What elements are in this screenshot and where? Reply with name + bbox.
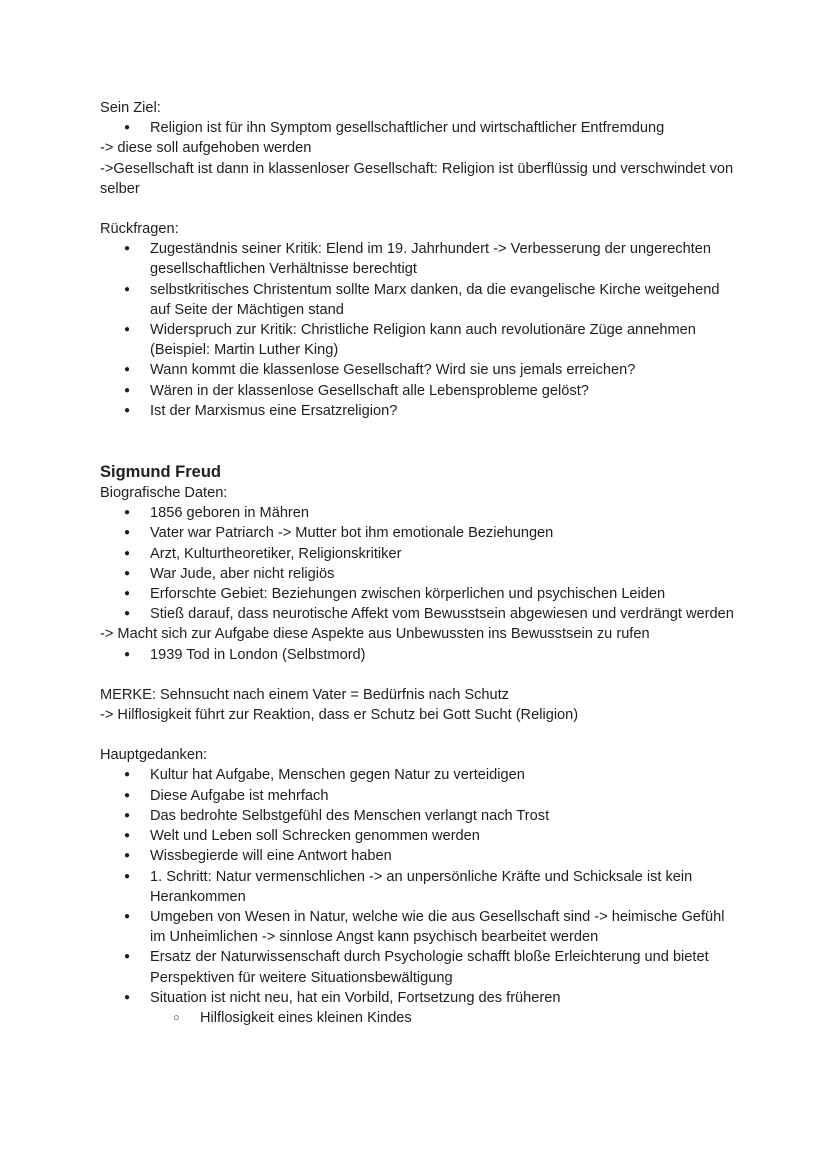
haupt-list <box>100 765 740 1028</box>
list-item: ● Kultur hat Aufgabe, Menschen gegen Natur zu verteidigen <box>100 765 740 785</box>
merke-line: MERKE: Sehnsucht nach einem Vater = Bedürfnis nach Schutz <box>100 686 509 703</box>
list-item: ● Situation ist nicht neu, hat ein Vorbild, Fortsetzung des früheren <box>100 988 740 1008</box>
list-item: ● Stieß darauf, dass neurotische Affekt vom Bewusstsein abgewiesen und verdrängt werden <box>100 604 740 624</box>
list-item: ● Umgeben von Wesen in Natur, welche wie die aus Gesellschaft sind -> heimische Gefühl im Unheimlichen -> sinnlose Angst kann psychisch bearbeitet werden <box>100 907 740 947</box>
ziel-line: ->Gesellschaft ist dann in klassenloser Gesellschaft: Religion ist überflüssig und verschwindet von selber <box>100 160 734 197</box>
list-item: ● Religion ist für ihn Symptom gesellschaftlicher und wirtschaftlicher Entfremdung <box>100 118 740 138</box>
list-item: ● 1939 Tod in London (Selbstmord) <box>100 645 740 665</box>
ziel-line: -> diese soll aufgehoben werden <box>100 140 312 157</box>
sub-list-item: ○ Hilflosigkeit eines kleinen Kindes <box>100 1008 740 1028</box>
list-item: ● Wann kommt die klassenlose Gesellschaft? Wird sie uns jemals erreichen? <box>100 360 740 380</box>
list-item: ● Wären in der klassenlose Gesellschaft alle Lebensprobleme gelöst? <box>100 381 740 401</box>
list-item: ● Vater war Patriarch -> Mutter bot ihm emotionale Beziehungen <box>100 523 740 543</box>
bio-list <box>100 503 740 624</box>
list-item: ● Ersatz der Naturwissenschaft durch Psychologie schafft bloße Erleichterung und bietet Perspektiven für weitere Situationsbewältigung <box>100 947 740 987</box>
list-item: ● Das bedrohte Selbstgefühl des Menschen verlangt nach Trost <box>100 806 740 826</box>
section-heading: Sigmund Freud <box>100 463 221 482</box>
haupt-label: Hauptgedanken: <box>100 747 208 764</box>
list-item: ● 1. Schritt: Natur vermenschlichen -> an unpersönliche Kräfte und Schicksale ist kein Herankommen <box>100 867 740 907</box>
list-item: ● Widerspruch zur Kritik: Christliche Religion kann auch revolutionäre Züge annehmen (Beispiel: Martin Luther King) <box>100 320 740 360</box>
rueckfragen-label: Rückfragen: <box>100 221 179 238</box>
list-item: ● selbstkritisches Christentum sollte Marx danken, da die evangelische Kirche weitgehend auf Seite der Mächtigen stand <box>100 280 740 320</box>
list-item: ● Ist der Marxismus eine Ersatzreligion? <box>100 401 740 421</box>
ziel-label: Sein Ziel: <box>100 100 161 116</box>
rueckfragen-list <box>100 239 740 421</box>
bio-label: Biografische Daten: <box>100 485 228 502</box>
death-list <box>100 645 740 665</box>
merke-line: -> Hilflosigkeit führt zur Reaktion, dass er Schutz bei Gott Sucht (Religion) <box>100 707 579 724</box>
list-item: ● Arzt, Kulturtheoretiker, Religionskritiker <box>100 544 740 564</box>
list-item: ● Erforschte Gebiet: Beziehungen zwischen körperlichen und psychischen Leiden <box>100 584 740 604</box>
document-content <box>100 98 740 1028</box>
bio-note: -> Macht sich zur Aufgabe diese Aspekte aus Unbewussten ins Bewusstsein zu rufen <box>100 626 650 643</box>
list-item: ● Zugeständnis seiner Kritik: Elend im 19. Jahrhundert -> Verbesserung der ungerechten gesellschaftlichen Verhältnisse berechtigt <box>100 239 740 279</box>
list-item: ● Wissbegierde will eine Antwort haben <box>100 846 740 866</box>
list-item: ● Welt und Leben soll Schrecken genommen werden <box>100 826 740 846</box>
list-item: ● 1856 geboren in Mähren <box>100 503 740 523</box>
ziel-list <box>100 118 740 138</box>
list-item: ● War Jude, aber nicht religiös <box>100 564 740 584</box>
list-item: ● Diese Aufgabe ist mehrfach <box>100 786 740 806</box>
